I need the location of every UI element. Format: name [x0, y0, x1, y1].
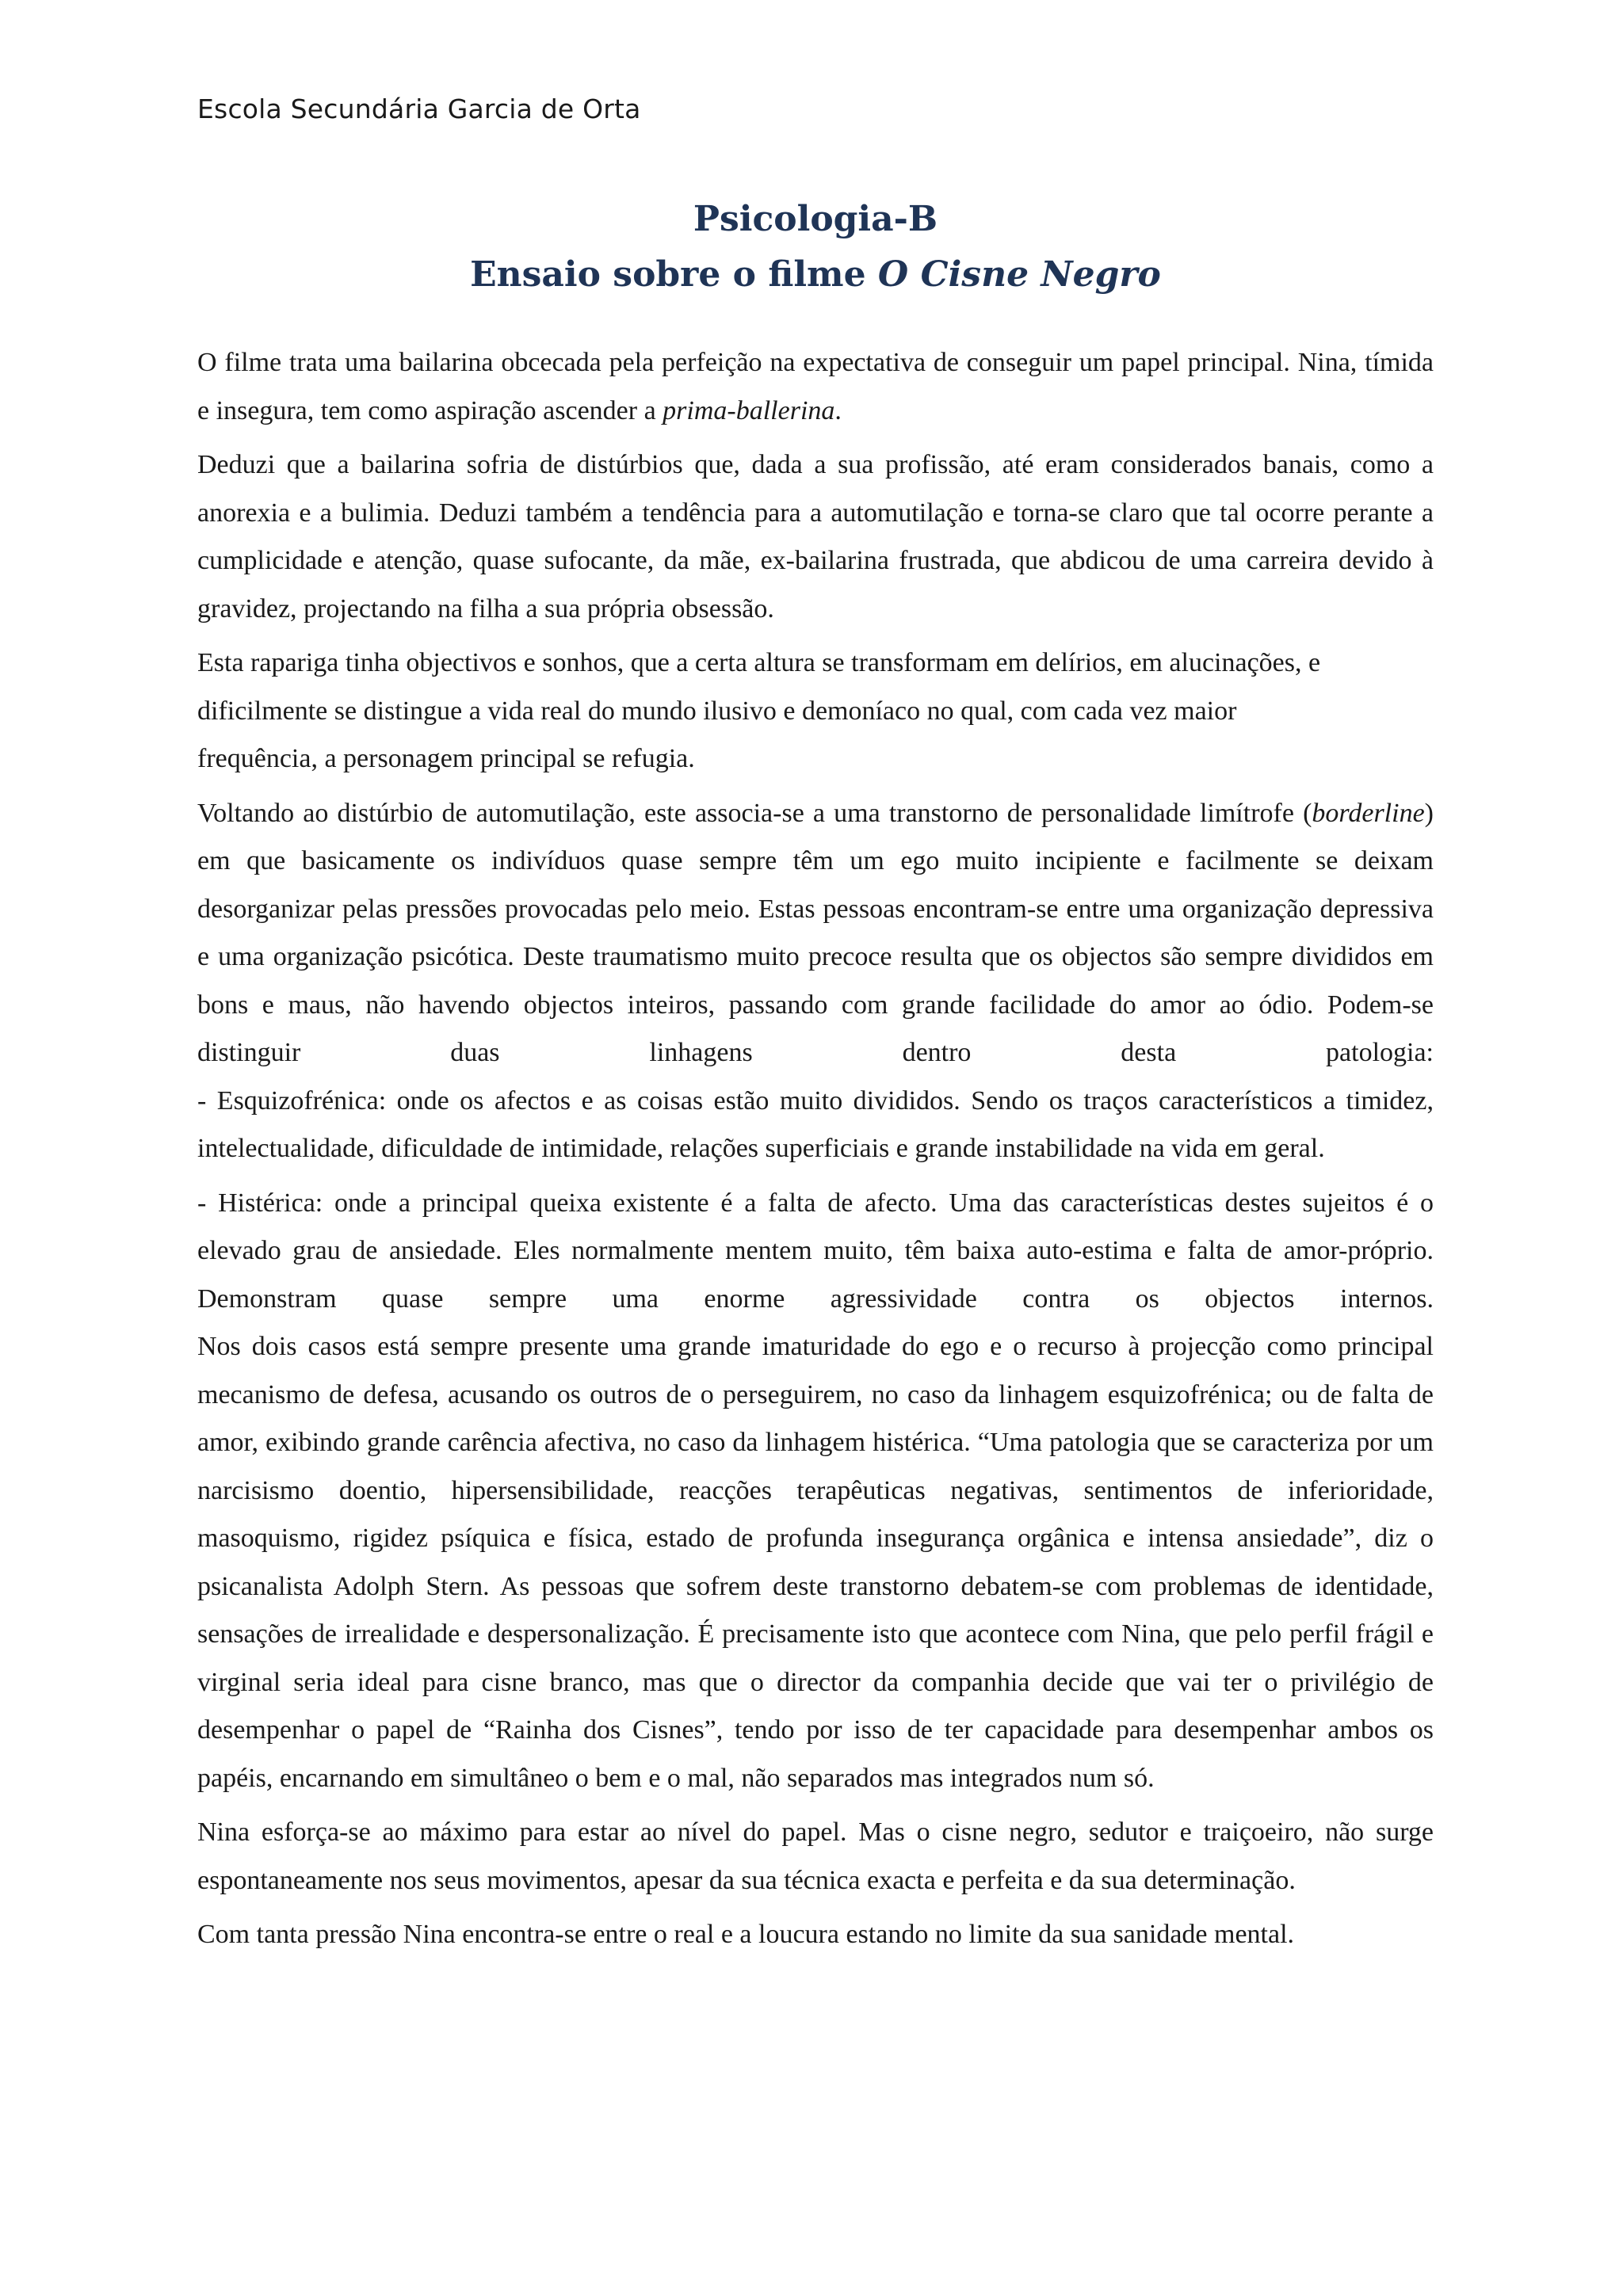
essay-title [197, 247, 1434, 303]
paragraph-3-line-3: frequência, a personagem principal se refugia. [197, 744, 695, 773]
school-header: Escola Secundária Garcia de Orta [197, 93, 641, 124]
essay-body [197, 339, 1434, 1966]
paragraph-1-text-a: O filme trata uma bailarina obcecada pela perfeição na expectativa de conseguir um papel principal. Nina, tímida e insegura, tem como aspiração ascender a [197, 348, 1434, 425]
paragraph-7: Com tanta pressão Nina encontra-se entre o real e a loucura estando no limite da sua sanidade mental. [197, 1920, 1295, 1949]
paragraph-4-italic: borderline [1312, 798, 1425, 828]
paragraph-2: Deduzi que a bailarina sofria de distúrbios que, dada a sua profissão, até eram considerados banais, como a anorexia e a bulimia. Deduzi também a tendência para a automutilação e torna-se claro que tal ocorre perante a cumplicidade e atenção, quase sufocante, da mãe, ex-bailarina frustrada, que abdicou de uma carreira devido à gravidez, projectando na filha a sua própria obsessão. [197, 450, 1434, 624]
paragraph-4-text-c: - Esquizofrénica: onde os afectos e as coisas estão muito divididos. Sendo os traços característicos a timidez, intelectualidade, dificuldade de intimidade, relações superficiais e grande instabilidade na vida em geral. [197, 1085, 1434, 1163]
paragraph-4-text-b: ) em que basicamente os indivíduos quase sempre têm um ego muito incipiente e facilmente se deixam desorganizar pelas pressões provocadas pelo meio. Estas pessoas encontram-se entre uma organização depressiva e uma organização psicótica. Deste traumatismo muito precoce resulta que os objectos são sempre divididos em bons e maus, não havendo objectos inteiros, passando com grande facilidade do amor ao ódio. Podem-se distinguir duas linhagens dentro desta patologia: [197, 798, 1434, 1067]
essay-title-prefix: Ensaio sobre o filme [470, 254, 878, 295]
paragraph-3-line-1: Esta rapariga tinha objectivos e sonhos, que a certa altura se transformam em delírios, em alucinações, e [197, 648, 1321, 677]
paragraph-1-text-b: . [834, 395, 842, 425]
paragraph-1 [197, 339, 1434, 435]
paragraph-3-line-2: dificilmente se distingue a vida real do mundo ilusivo e demoníaco no qual, com cada vez maior [197, 696, 1237, 726]
paragraph-6: Nina esforça-se ao máximo para estar ao nível do papel. Mas o cisne negro, sedutor e traiçoeiro, não surge espontaneamente nos seus movimentos, apesar da sua técnica exacta e perfeita e da sua determinação. [197, 1817, 1434, 1895]
film-title: O Cisne Negro [877, 254, 1161, 295]
paragraph-4 [197, 790, 1434, 1173]
paragraph-3 [197, 639, 1434, 784]
paragraph-4-text-a: Voltando ao distúrbio de automutilação, este associa-se a uma transtorno de personalidade limítrofe ( [197, 798, 1312, 828]
paragraph-5-text-a: - Histérica: onde a principal queixa existente é a falta de afecto. Uma das características destes sujeitos é o elevado grau de ansiedade. Eles normalmente mentem muito, têm baixa auto-estima e falta de amor-próprio. Demonstram quase sempre uma enorme agressividade contra os objectos internos. [197, 1188, 1434, 1314]
paragraph-5-text-b: Nos dois casos está sempre presente uma grande imaturidade do ego e o recurso à projecção como principal mecanismo de defesa, acusando os outros de o perseguirem, no caso da linhagem esquizofrénica; ou de falta de amor, exibindo grande carência afectiva, no caso da linhagem histérica. “Uma patologia que se caracteriza por um narcisismo doentio, hipersensibilidade, reacções terapêuticas negativas, sentimentos de inferioridade, masoquismo, rigidez psíquica e física, estado de profunda insegurança orgânica e intensa ansiedade”, diz o psicanalista Adolph Stern. As pessoas que sofrem deste transtorno debatem-se com problemas de identidade, sensações de irrealidade e despersonalização. É precisamente isto que acontece com Nina, que pelo perfil frágil e virginal seria ideal para cisne branco, mas que o director da companhia decide que vai ter o privilégio de desempenhar o papel de “Rainha dos Cisnes”, tendo por isso de ter capacidade para desempenhar ambos os papéis, encarnando em simultâneo o bem e o mal, não separados mas integrados num só. [197, 1332, 1434, 1793]
title-block [197, 192, 1434, 303]
paragraph-1-italic: prima-ballerina [663, 395, 835, 425]
paragraph-5 [197, 1180, 1434, 1803]
paragraph-4-block [197, 790, 1434, 1077]
subject-title: Psicologia-B [693, 199, 938, 239]
